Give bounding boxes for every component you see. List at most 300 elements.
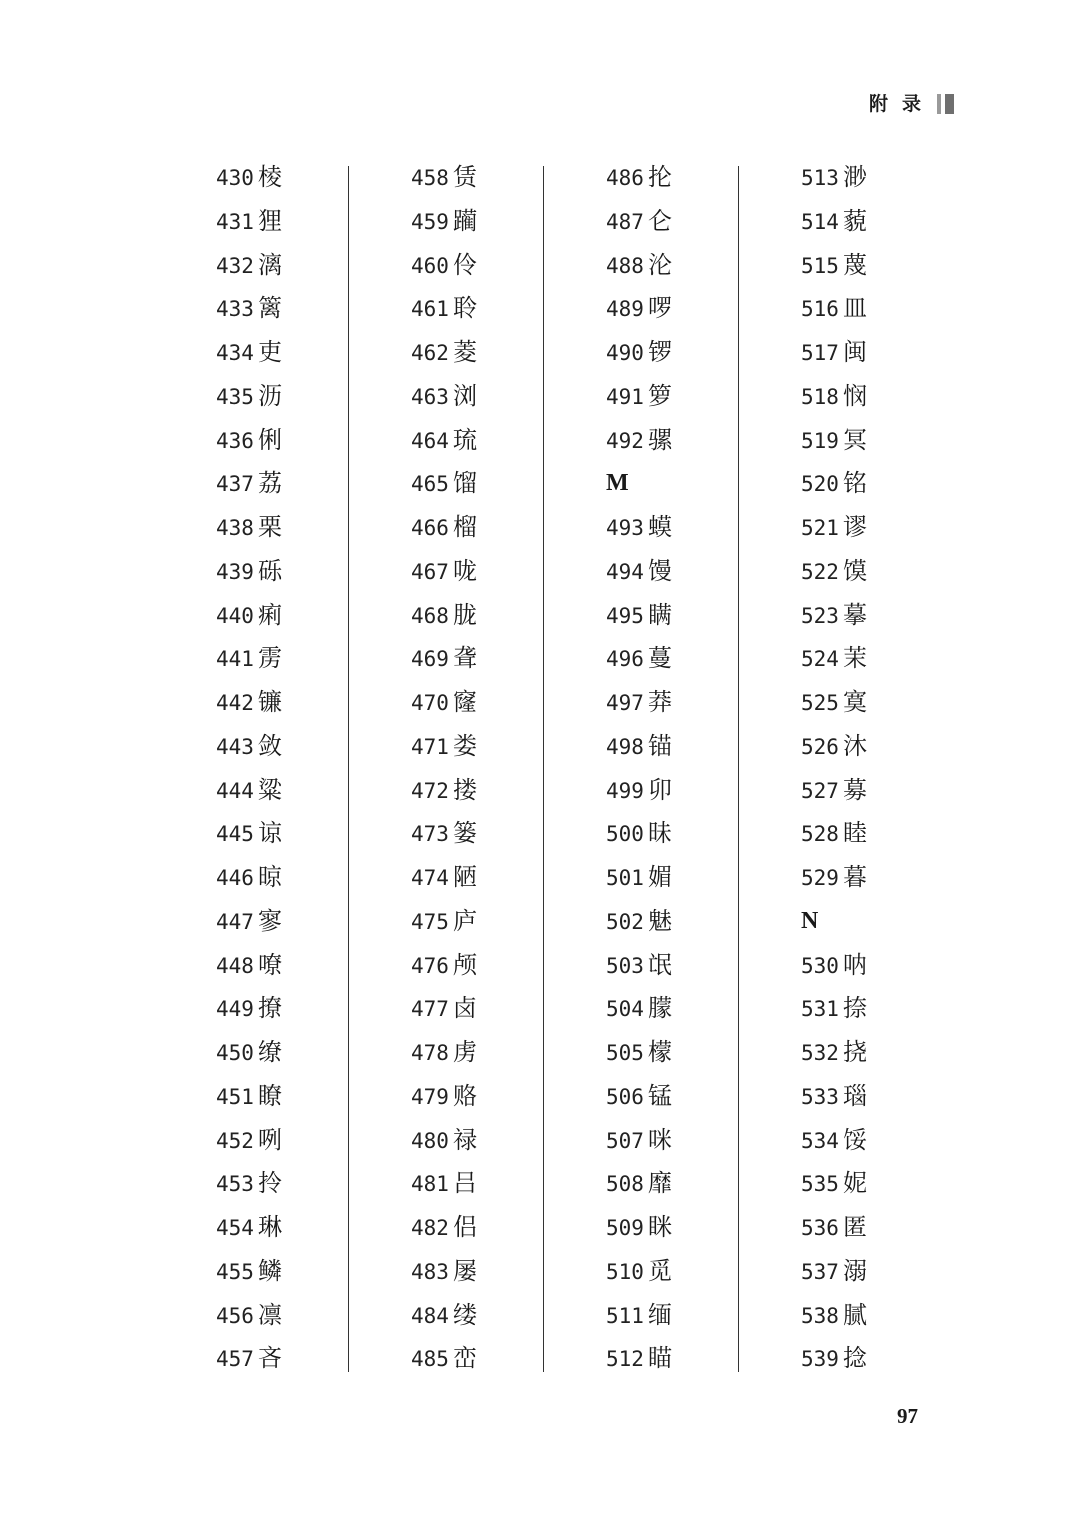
list-item [411,506,606,550]
entry-character: 胧 [452,600,477,629]
list-item [411,900,606,944]
list-item [216,900,411,944]
column-divider [738,166,739,1372]
entry-number: 492 [606,428,644,453]
entry-character: 靡 [647,1169,672,1198]
entry-character: 浏 [452,381,477,410]
entry-character: 摹 [842,600,867,629]
list-item [216,375,411,419]
entry-number: 491 [606,384,644,409]
entry-character: 晾 [257,863,282,891]
entry-number: 521 [801,516,839,540]
entry-character: 箩 [647,381,672,410]
entry-character: 聋 [452,644,477,673]
entry-character: 咙 [452,556,477,585]
entry-character: 窿 [452,688,477,716]
list-item [801,331,996,375]
entry-character: 荔 [257,469,282,498]
list-item [411,725,606,769]
header-bar-icon [937,93,954,115]
entry-character: 觅 [647,1256,672,1285]
entry-number: 469 [411,647,449,672]
list-item [411,200,606,244]
entry-character: 敛 [257,731,282,760]
list-item [801,769,996,813]
entry-character: 蔓 [647,644,672,673]
entry-character: 狸 [257,206,282,235]
entry-character: 棱 [257,163,282,191]
entry-number: 434 [216,341,254,365]
list-item [216,506,411,550]
entry-number: 509 [606,1216,644,1240]
list-item [411,1075,606,1119]
entry-character: 溺 [842,1256,867,1285]
entry-number: 517 [801,341,839,365]
entry-character: 馒 [647,556,672,585]
entry-number: 471 [411,734,449,759]
list-item [801,812,996,856]
entry-character: 陋 [452,863,477,891]
entry-character: 漓 [257,250,282,279]
entry-character: 篱 [257,294,282,323]
entry-number: 441 [216,647,254,672]
list-item [606,725,801,769]
entry-character: 冥 [842,425,867,454]
list-item [801,856,996,900]
entry-number: 486 [606,166,644,190]
entry-character: 仑 [647,206,672,235]
list-item [801,1031,996,1075]
column-divider [348,166,349,1372]
entry-number: 465 [411,472,449,497]
entry-character: 氓 [647,950,672,979]
entry-character: 馏 [452,469,477,498]
entry-number: 503 [606,953,644,978]
entry-number: 514 [801,209,839,234]
entry-character: 聆 [452,294,477,323]
list-item [216,1206,411,1250]
entry-number: 520 [801,472,839,497]
list-item [411,156,606,200]
list-item [411,244,606,288]
list-item [801,1337,996,1381]
list-item [411,375,606,419]
list-item [411,1337,606,1381]
list-item [216,1162,411,1206]
list-item [216,200,411,244]
entry-number: 538 [801,1303,839,1328]
entry-character: 琉 [452,425,477,454]
entry-character: 粱 [257,775,282,804]
entry-number: 534 [801,1128,839,1153]
entry-number: 445 [216,822,254,847]
entry-number: 475 [411,909,449,934]
list-item [801,1075,996,1119]
list-item [606,550,801,594]
column-4 [801,156,996,1381]
list-item [411,1294,606,1338]
entry-character: 镰 [257,688,282,716]
header-bar-thin [937,94,941,114]
entry-number: 457 [216,1347,254,1372]
entry-number: 459 [411,209,449,234]
list-item [801,1206,996,1250]
entry-number: 501 [606,866,644,890]
entry-character: 昧 [647,819,672,848]
column-1 [216,156,411,1381]
entry-character: 庐 [452,906,477,935]
entry-number: 482 [411,1216,449,1240]
list-item [411,1250,606,1294]
entry-character: 馍 [842,556,867,585]
entry-character: 蔑 [842,250,867,279]
entry-character: 腻 [842,1300,867,1329]
entry-character: 沐 [842,731,867,760]
entry-number: 435 [216,384,254,409]
entry-character: 搂 [452,775,477,804]
entry-character: 凛 [257,1300,282,1329]
entry-character: 沥 [257,381,282,410]
entry-number: 473 [411,822,449,847]
entry-character: 悯 [842,381,867,410]
entry-character: 屡 [452,1256,477,1285]
list-item [606,1031,801,1075]
list-item [216,944,411,988]
list-item [216,156,411,200]
list-item [606,1294,801,1338]
list-item [801,244,996,288]
list-item [411,1119,606,1163]
entry-number: 513 [801,166,839,190]
list-item [801,462,996,506]
entry-number: 447 [216,909,254,934]
entry-number: 430 [216,166,254,190]
entry-number: 458 [411,166,449,190]
entry-character: 颅 [452,950,477,979]
entry-number: 493 [606,516,644,540]
entry-character: 捺 [842,994,867,1023]
entry-number: 480 [411,1128,449,1153]
list-item [216,594,411,638]
list-item [801,506,996,550]
entry-number: 508 [606,1172,644,1197]
entry-number: 524 [801,647,839,672]
entry-number: 525 [801,691,839,715]
entry-character: 啰 [647,294,672,323]
list-item [606,900,801,944]
entry-number: 470 [411,691,449,715]
list-item [801,1294,996,1338]
entry-character: 挠 [842,1038,867,1066]
list-item [801,944,996,988]
list-item [216,462,411,506]
entry-character: 痢 [257,600,282,629]
entry-character: 抡 [647,163,672,191]
list-item [606,375,801,419]
list-item [606,244,801,288]
entry-character: 菱 [452,338,477,366]
list-item [411,856,606,900]
entry-number: 527 [801,778,839,803]
entry-number: 472 [411,778,449,803]
entry-number: 533 [801,1084,839,1109]
list-item [411,550,606,594]
entry-number: 453 [216,1172,254,1197]
entry-character: 皿 [842,294,867,323]
list-item [411,987,606,1031]
list-item [606,156,801,200]
entry-character: 赂 [452,1081,477,1110]
list-item [801,1162,996,1206]
entry-number: 484 [411,1303,449,1328]
entry-number: 433 [216,297,254,322]
entry-number: 504 [606,997,644,1022]
entry-character: 呐 [842,950,867,979]
entry-number: 452 [216,1128,254,1153]
list-item [801,419,996,463]
entry-character: 鳞 [257,1256,282,1285]
list-item [411,681,606,725]
entry-number: 515 [801,253,839,278]
entry-number: 500 [606,822,644,847]
list-item [216,1250,411,1294]
list-item [606,1075,801,1119]
list-item [606,1206,801,1250]
page-number: 97 [897,1404,918,1428]
list-item [606,287,801,331]
entry-number: 502 [606,909,644,934]
entry-number: 511 [606,1303,644,1328]
list-item [606,419,801,463]
entry-number: 451 [216,1084,254,1109]
list-item [801,550,996,594]
entry-character: 眯 [647,1213,672,1241]
entry-number: 476 [411,953,449,978]
list-item [606,987,801,1031]
entry-number: 439 [216,559,254,584]
entry-character: 吏 [257,338,282,366]
entry-character: 茉 [842,644,867,673]
entry-number: 489 [606,297,644,322]
entry-character: 睦 [842,819,867,848]
entry-character: 缕 [452,1300,477,1329]
entry-character: 谅 [257,819,282,848]
list-item [411,287,606,331]
entry-number: 436 [216,428,254,453]
entry-number: 454 [216,1216,254,1240]
entry-character: 莽 [647,688,672,716]
entry-character: 暮 [842,863,867,891]
entry-number: 450 [216,1041,254,1065]
entry-number: 444 [216,778,254,803]
entry-number: 505 [606,1041,644,1065]
entry-number: 456 [216,1303,254,1328]
list-item [216,1031,411,1075]
entry-number: 466 [411,516,449,540]
entry-character: 伶 [452,250,477,279]
entry-number: 487 [606,209,644,234]
entry-number: 507 [606,1128,644,1153]
entry-number: 510 [606,1259,644,1284]
letter-heading: M [606,470,629,497]
entry-character: 俐 [257,425,282,454]
list-item [801,681,996,725]
entry-number: 462 [411,341,449,365]
entry-number: 535 [801,1172,839,1197]
list-item [216,550,411,594]
list-item [216,244,411,288]
list-item [216,637,411,681]
entry-number: 478 [411,1041,449,1065]
entry-character: 禄 [452,1125,477,1154]
list-item [216,769,411,813]
list-item [801,594,996,638]
letter-heading: N [801,907,819,934]
list-item [216,287,411,331]
list-item [801,1250,996,1294]
entry-character: 赁 [452,163,477,191]
entry-character: 嘹 [257,950,282,979]
list-item [606,594,801,638]
entry-number: 479 [411,1084,449,1109]
entry-number: 488 [606,253,644,278]
list-item [606,200,801,244]
entry-character: 篓 [452,819,477,848]
entry-character: 榴 [452,513,477,541]
column-2 [411,156,606,1381]
entry-number: 443 [216,734,254,759]
entry-character: 拎 [257,1169,282,1198]
entry-character: 蟆 [647,513,672,541]
entry-character: 砾 [257,556,282,585]
entry-number: 519 [801,428,839,453]
entry-number: 499 [606,778,644,803]
list-item [411,944,606,988]
entry-number: 440 [216,603,254,628]
list-item [606,856,801,900]
entry-character: 侣 [452,1213,477,1241]
entry-character: 缭 [257,1038,282,1066]
list-item [411,594,606,638]
entry-number: 464 [411,428,449,453]
list-item [606,1162,801,1206]
entry-character: 瞒 [647,600,672,629]
entry-character: 峦 [452,1344,477,1373]
entry-character: 寞 [842,688,867,716]
list-item [606,812,801,856]
entry-character: 捻 [842,1344,867,1373]
entry-character: 躏 [452,206,477,235]
entry-number: 463 [411,384,449,409]
list-item [606,769,801,813]
entry-character: 吝 [257,1344,282,1373]
list-item [801,637,996,681]
entry-number: 530 [801,953,839,978]
entry-number: 460 [411,253,449,278]
entry-number: 477 [411,997,449,1022]
entry-number: 438 [216,516,254,540]
entry-number: 529 [801,866,839,890]
column-3 [606,156,801,1381]
entry-number: 532 [801,1041,839,1065]
entry-character: 琳 [257,1213,282,1241]
entry-character: 妮 [842,1169,867,1198]
entry-character: 沦 [647,250,672,279]
entry-number: 485 [411,1347,449,1372]
entry-character: 吕 [452,1169,477,1198]
list-item [216,681,411,725]
entry-number: 449 [216,997,254,1022]
list-item [606,331,801,375]
list-item [801,287,996,331]
entry-number: 455 [216,1259,254,1284]
entry-number: 537 [801,1259,839,1284]
entry-character: 栗 [257,513,282,541]
list-item [801,1119,996,1163]
entry-number: 431 [216,209,254,234]
entry-character: 雳 [257,644,282,673]
list-item [801,200,996,244]
entry-character: 娄 [452,731,477,760]
entry-character: 朦 [647,994,672,1023]
entry-number: 496 [606,647,644,672]
entry-character: 锚 [647,731,672,760]
entry-number: 461 [411,297,449,322]
entry-character: 虏 [452,1038,477,1066]
entry-character: 撩 [257,994,282,1023]
list-item [411,419,606,463]
list-item [216,1075,411,1119]
entry-number: 523 [801,603,839,628]
list-item [801,156,996,200]
entry-character: 魅 [647,906,672,935]
list-item [801,725,996,769]
entry-character: 卤 [452,994,477,1023]
list-item [216,987,411,1031]
list-item [216,725,411,769]
entry-character: 咪 [647,1125,672,1154]
entry-number: 481 [411,1172,449,1197]
entry-number: 526 [801,734,839,759]
entry-number: 518 [801,384,839,409]
entry-number: 483 [411,1259,449,1284]
list-item [216,419,411,463]
list-item [411,462,606,506]
list-item [216,1337,411,1381]
character-list [216,156,996,1381]
list-item [606,1250,801,1294]
entry-character: 馁 [842,1125,867,1154]
entry-character: 铭 [842,469,867,498]
entry-number: 536 [801,1216,839,1240]
entry-character: 锣 [647,338,672,366]
list-item [606,637,801,681]
entry-number: 437 [216,472,254,497]
list-item [411,769,606,813]
entry-character: 闽 [842,338,867,366]
list-item [411,1031,606,1075]
entry-character: 卯 [647,775,672,804]
list-item [606,506,801,550]
entry-character: 媚 [647,863,672,891]
entry-number: 498 [606,734,644,759]
entry-number: 448 [216,953,254,978]
list-item [216,1119,411,1163]
entry-number: 468 [411,603,449,628]
header-bar-thick [945,94,954,114]
entry-number: 495 [606,603,644,628]
entry-number: 506 [606,1084,644,1109]
